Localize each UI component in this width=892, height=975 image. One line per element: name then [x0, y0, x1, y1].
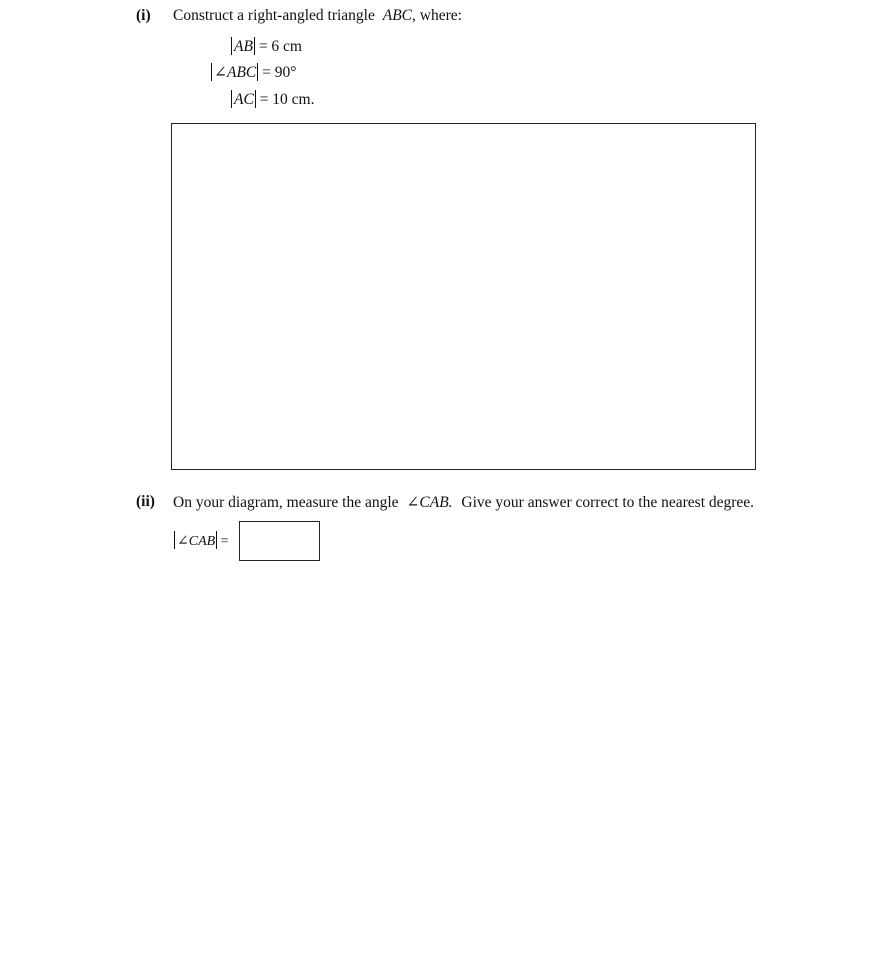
part-i-label: (i) [136, 7, 151, 24]
abs-bar-right [254, 37, 255, 55]
condition-angle-abc [211, 63, 296, 82]
part-i-instruction-post: , where: [412, 7, 462, 24]
abs-bar-left [231, 90, 232, 108]
condition-angle-abc-name: ∠ABC [214, 64, 257, 81]
abs-bar-left [231, 37, 232, 55]
part-i-instruction-pre: Construct a right-angled triangle [173, 7, 375, 24]
condition-ab-name: AB [234, 38, 253, 55]
part-ii-instruction-pre: On your diagram, measure the angle [173, 494, 399, 511]
abs-bar-right [257, 63, 258, 81]
part-i-instruction-var: ABC [382, 7, 413, 24]
abs-bar-left [211, 63, 212, 81]
part-ii-label: (ii) [136, 493, 155, 510]
condition-ac-rhs: = 10 cm. [259, 91, 315, 108]
answer-label [174, 531, 229, 551]
condition-ac [231, 90, 315, 109]
condition-angle-abc-rhs: = 90° [262, 64, 297, 81]
condition-ac-name: AC [234, 91, 254, 108]
part-i-instruction [173, 7, 462, 25]
answer-lhs: ∠CAB [177, 534, 216, 549]
abs-bar-right [216, 531, 217, 549]
construction-box[interactable] [171, 123, 756, 470]
part-ii-instruction-var: ∠CAB. [406, 494, 453, 511]
part-ii-instruction-post: Give your answer correct to the nearest degree. [461, 494, 755, 511]
answer-box[interactable] [239, 521, 320, 561]
abs-bar-left [174, 531, 175, 549]
part-ii-instruction [173, 493, 754, 512]
condition-ab-rhs: = 6 cm [258, 38, 302, 55]
condition-ab [231, 37, 302, 56]
abs-bar-right [255, 90, 256, 108]
answer-equals: = [220, 534, 229, 549]
